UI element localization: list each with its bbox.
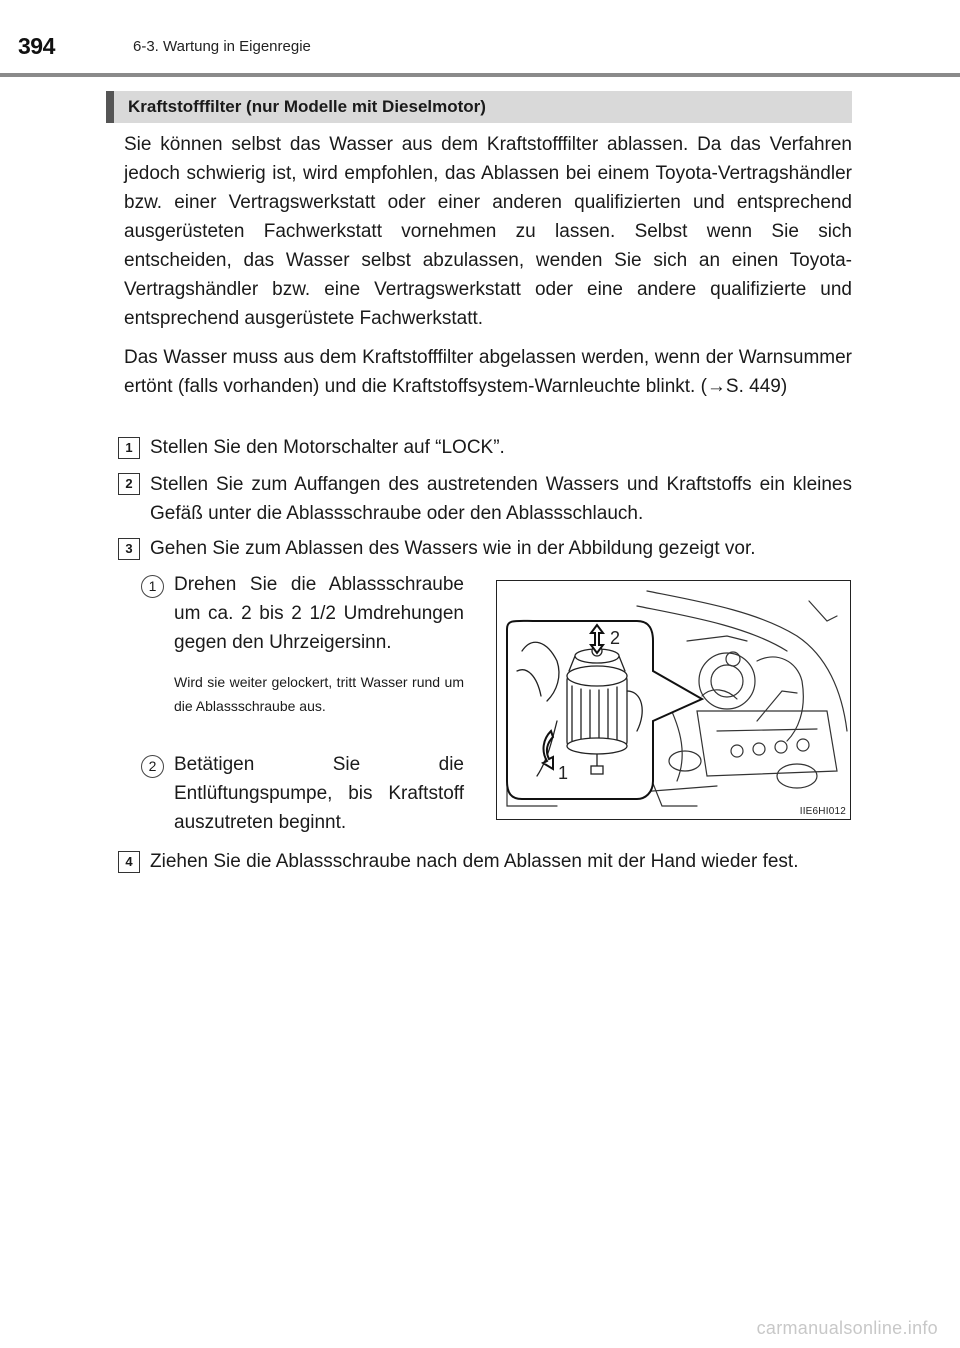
substep-1-note: Wird sie weiter gelockert, tritt Wasser rund um die Ablassschraube aus.	[174, 674, 464, 714]
watermark: carmanualsonline.info	[756, 1318, 938, 1338]
step-2-badge: 2	[118, 473, 140, 495]
substep-2-text: Betätigen Sie die Entlüftungspumpe, bis Kraftstoff auszutreten beginnt.	[174, 754, 464, 833]
callout-1-label: 1	[557, 763, 568, 783]
step-4-badge: 4	[118, 851, 140, 873]
figure-code: IIE6HI012	[799, 806, 846, 817]
engine-bay-drawing	[497, 581, 849, 818]
step-2-text: Stellen Sie zum Auffangen des austretenden Wassers und Kraftstoffs ein kleines Gefäß unter die Ablassschraube oder den Ablassschlauch.	[150, 474, 852, 524]
step-1-badge: 1	[118, 437, 140, 459]
substep-1-number: 1	[141, 575, 164, 598]
intro-paragraph: Sie können selbst das Wasser aus dem Kraftstofffilter ablassen. Da das Verfahren jedoch schwierig ist, wird empfohlen, das Ablassen bei einem Toyota-Vertragshändler bzw. einer Vertragswerkstatt oder einer anderen qualifizierten und entsprechend ausgerüsteten Fachwerkstatt vornehmen zu lassen. Selbst wenn Sie sich entscheiden, das Wasser selbst abzulassen, wenden Sie sich an einen Toyota-Vertragshändler bzw. eine Vertragswerkstatt oder eine andere qualifizierte und entsprechend ausgerüstete Fachwerkstatt.	[124, 134, 852, 329]
substep-2-number: 2	[141, 755, 164, 778]
warning-paragraph: Das Wasser muss aus dem Kraftstofffilter abgelassen werden, wenn der Warnsummer ertönt (falls vorhanden) und die Kraftstoffsystem-Warnleuchte blinkt. (→S. 449)	[124, 347, 852, 397]
substep-1-text: Drehen Sie die Ablassschraube um ca. 2 bis 2 1/2 Umdrehungen gegen den Uhrzeigersinn.	[174, 574, 464, 653]
step-3-badge: 3	[118, 538, 140, 560]
header-rule	[0, 73, 960, 77]
step-1-text: Stellen Sie den Motorschalter auf “LOCK”.	[150, 437, 505, 458]
callout-2-label: 2	[609, 628, 620, 648]
fuel-filter-illustration	[496, 580, 851, 820]
step-4-text: Ziehen Sie die Ablassschraube nach dem Ablassen mit der Hand wieder fest.	[150, 851, 799, 872]
chapter-title: 6-3. Wartung in Eigenregie	[133, 38, 311, 55]
page-number: 394	[18, 33, 55, 59]
section-heading: Kraftstofffilter (nur Modelle mit Dieselmotor)	[106, 91, 852, 123]
step-3-text: Gehen Sie zum Ablassen des Wassers wie in der Abbildung gezeigt vor.	[150, 538, 756, 559]
